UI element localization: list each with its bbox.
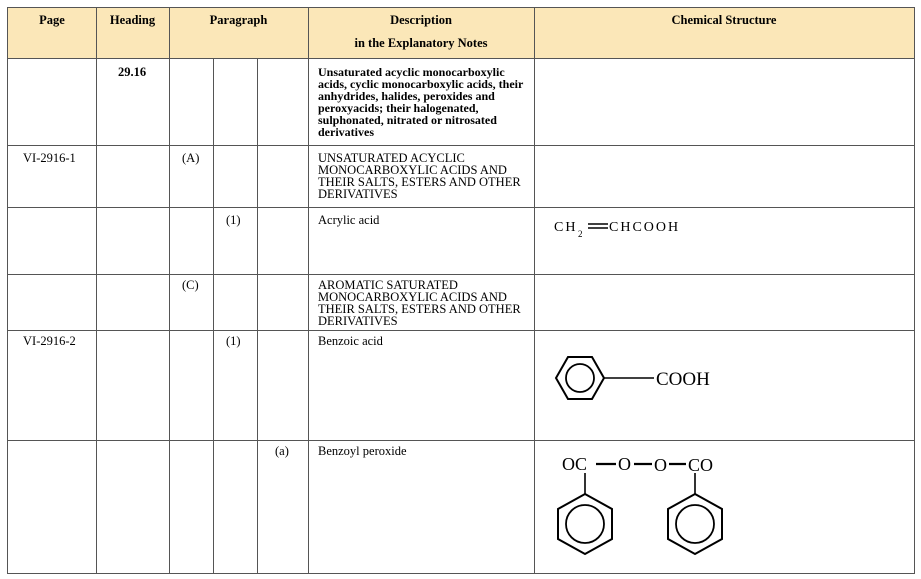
header-paragraph: Paragraph: [209, 13, 268, 27]
benzoic-carboxyl-group: COOH: [656, 369, 710, 390]
acrylic-acid-structure: [548, 213, 728, 243]
peroxide-co-group: CO: [688, 455, 714, 475]
row-3-description: AROMATIC SATURATED MONOCARBOXYLIC ACIDS AND THEIR SALTS, ESTERS AND OTHER DERIVATIVES: [318, 278, 521, 328]
explanatory-notes-table: [7, 7, 915, 574]
acrylic-subscript: 2: [578, 229, 583, 239]
benzoyl-peroxide-structure: [548, 444, 748, 569]
header-heading: Heading: [109, 13, 156, 27]
row-4-page: VI-2916-2: [23, 334, 76, 348]
benzoic-acid-structure: [548, 338, 748, 418]
row-2-paragraph: (1): [226, 213, 241, 227]
row-0-heading: 29.16: [118, 65, 147, 79]
row-1-paragraph: (A): [182, 151, 200, 165]
header-description-line1: Description: [390, 13, 452, 27]
header-page: Page: [39, 13, 65, 27]
peroxide-oc-group: OC: [562, 454, 588, 474]
acrylic-left-group: CH: [554, 220, 578, 235]
row-3-paragraph: (C): [182, 278, 199, 292]
row-1-page: VI-2916-1: [23, 151, 76, 165]
row-5-paragraph: (a): [275, 444, 289, 458]
header-chemical-structure: Chemical Structure: [671, 13, 777, 27]
row-2-description: Acrylic acid: [318, 213, 380, 227]
row-4-description: Benzoic acid: [318, 334, 383, 348]
peroxide-oxygen-1: O: [618, 454, 631, 474]
row-4-paragraph: (1): [226, 334, 241, 348]
acrylic-right-group: CHCOOH: [609, 220, 681, 235]
header-description-line2: in the Explanatory Notes: [354, 36, 488, 50]
row-0-description: Unsaturated acyclic monocarboxylic acids, cyclic monocarboxylic acids, their anhydrides, halides, peroxides and peroxyacids; their halogenated, sulphonated, nitrated or nitrosated derivatives: [318, 65, 524, 139]
row-1-description: UNSATURATED ACYCLIC MONOCARBOXYLIC ACIDS AND THEIR SALTS, ESTERS AND OTHER DERIVATIVES: [318, 151, 521, 201]
peroxide-oxygen-2: O: [654, 455, 667, 475]
row-5-description: Benzoyl peroxide: [318, 444, 407, 458]
